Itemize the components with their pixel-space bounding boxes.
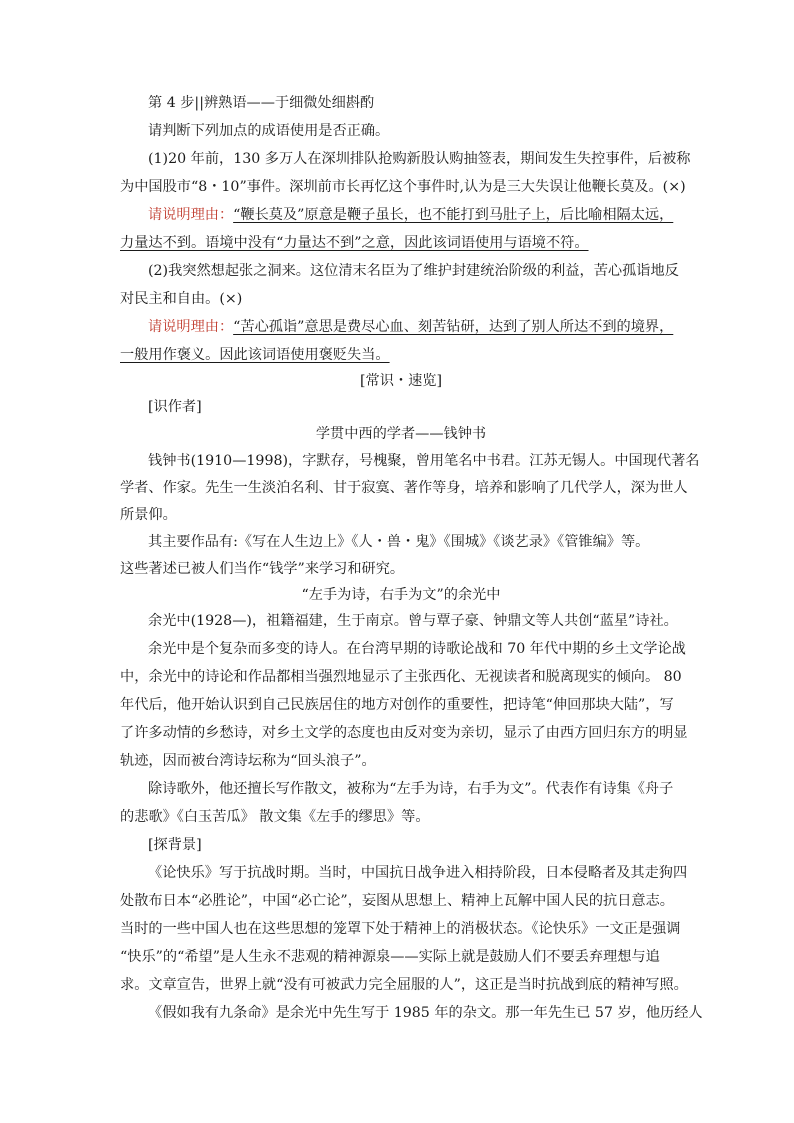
bg-para-line-2: 处散布日本“必胜论”，中国“必亡论”，妄图从思想上、精神上瓦解中国人民的抗日意志。	[120, 893, 674, 909]
yu-para-line-3: 年代后，他开始认识到自己民族居住的地方对创作的重要性，把诗笔“伸回那块大陆”，写	[120, 697, 674, 713]
reason-text: “苦心孤诣”意思是费尽心血、刻苦钻研，达到了别人所达不到的境界，	[233, 319, 674, 335]
yu-para-line-4: 了许多动情的乡愁诗，对乡土文学的态度也由反对变为亲切，显示了由西方回归东方的明显	[120, 725, 688, 741]
question-2-line-2: 对民主和自由。(×)	[120, 291, 243, 307]
reason-label: 请说明理由：	[148, 207, 234, 223]
question-1-line-2: 为中国股市“8・10”事件。深圳前市长再忆这个事件时,认为是三大失误让他鞭长莫及。(×)	[120, 179, 686, 195]
bg-para-line-5: 求。文章宣告，世界上就“没有可被武力完全屈服的人”，这正是当时抗战到底的精神写照。	[120, 977, 688, 993]
question-2-line-1: (2)我突然想起张之洞来。这位清末名臣为了维护封建统治阶级的利益，苦心孤诣地反	[148, 263, 679, 279]
bg-para-line-1: 《论快乐》写于抗战时期。当时，中国抗日战争进入相持阶段，日本侵略者及其走狗四	[148, 865, 688, 881]
reason-1-line-1	[148, 202, 673, 228]
qian-bio-line-2: 学者、作家。先生一生淡泊名利、甘于寂寞、著作等身，培养和影响了几代学人，深为世人	[120, 480, 688, 496]
reason-1-line-2: 力量达不到。语境中没有“力量达不到”之意，因此该词语使用与语境不符。	[120, 235, 589, 251]
qian-bio-line-1: 钱钟书(1910—1998)，字默存，号槐聚，曾用笔名中书君。江苏无锡人。中国现代著名	[148, 453, 700, 469]
reason-text: “鞭长莫及”原意是鞭子虽长，也不能打到马肚子上，后比喻相隔太远，	[233, 207, 674, 223]
reason-2-line-2: 一般用作褒义。因此该词语使用褒贬失当。	[120, 347, 390, 363]
bg-para-line-4: “快乐”的“希望”是人生永不悲观的精神源泉——实际上就是鼓励人们不要丢弃理想与追	[120, 949, 660, 965]
section-heading-overview: [常识・速览]	[359, 373, 442, 389]
instruction: 请判断下列加点的成语使用是否正确。	[148, 123, 390, 139]
bg-para2-line-1: 《假如我有九条命》是余光中先生写于 1985 年的杂文。那一年先生已 57 岁，他历经人	[148, 1005, 703, 1021]
yu-bio-line-1: 余光中(1928—)，祖籍福建，生于南京。曾与覃子豪、钟鼎文等人共创“蓝星”诗社。	[148, 613, 678, 629]
reason-2-line-1	[148, 314, 673, 340]
yu-works-line-2: 的悲歌》《白玉苦瓜》 散文集《左手的缪思》等。	[120, 809, 430, 825]
question-1-line-1: (1)20 年前，130 多万人在深圳排队抢购新股认购抽签表，期间发生失控事件，后被称	[148, 151, 691, 167]
yu-para-line-2: 中，余光中的诗论和作品都相当强烈地显示了主张西化、无视读者和脱离现实的倾向。 80	[120, 669, 682, 685]
subsection-background: [探背景]	[148, 837, 202, 853]
yu-para-line-1: 余光中是个复杂而多变的诗人。在台湾早期的诗歌论战和 70 年代中期的乡土文学论战	[148, 641, 686, 657]
qian-works-line-2: 这些著述已被人们当作“钱学”来学习和研究。	[120, 561, 405, 577]
reason-label: 请说明理由：	[148, 319, 234, 335]
yu-works-line-1: 除诗歌外，他还擅长写作散文，被称为“左手为诗，右手为文”。代表作有诗集《舟子	[148, 781, 674, 797]
yu-guangzhong-title: “左手为诗，右手为文”的余光中	[301, 587, 501, 603]
qian-zhongshu-title: 学贯中西的学者——钱钟书	[315, 426, 487, 442]
bg-para-line-3: 当时的一些中国人也在这些思想的笼罩下处于精神上的消极状态。《论快乐》一文正是强调	[120, 921, 681, 937]
qian-bio-line-3: 所景仰。	[120, 507, 177, 523]
yu-para-line-5: 轨迹，因而被台湾诗坛称为“回头浪子”。	[120, 753, 376, 769]
qian-works-line-1: 其主要作品有:《写在人生边上》《人・兽・鬼》《围城》《谈艺录》《管锥编》等。	[148, 534, 650, 550]
step-heading: 第 4 步||辨熟语——于细微处细斟酌	[148, 95, 375, 111]
subsection-author: [识作者]	[148, 399, 202, 415]
